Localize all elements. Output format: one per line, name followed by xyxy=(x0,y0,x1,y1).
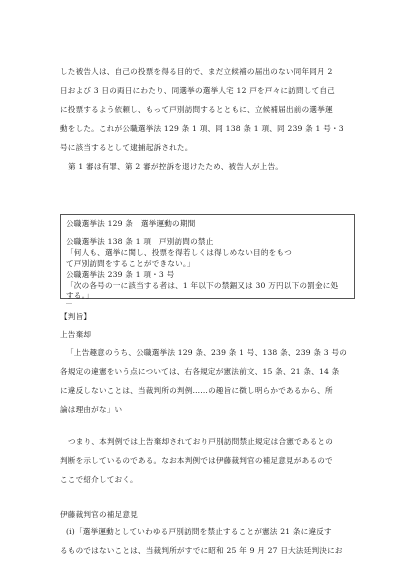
body-text-line: に投票するよう依頼し、もって戸別訪問するとともに、立候補届出前の選挙運 xyxy=(60,105,333,114)
body-text-line: つまり、本判例では上告棄却されており戸別訪問禁止規定は合憲であるとの xyxy=(68,437,333,446)
body-text-line: 動をした。これが公職選挙法 129 条 1 項、同 138 条 1 項、同 239 条 1 号・3 xyxy=(60,124,344,133)
body-text-line: した被告人は、自己の投票を得る目的で、まだ立候補の届出のない同年同月 2 xyxy=(60,67,333,76)
quote-line: 各規定の違憲をいう点については、右各規定が憲法前文、15 条、21 条、14 条 xyxy=(60,367,340,376)
statute-line: 公職選挙法 138 条 1 項 戸別訪問の禁止 xyxy=(66,237,214,246)
opinion-heading: 伊藤裁判官の補足意見 xyxy=(60,510,138,519)
quote-line: 論は理由がな」い xyxy=(60,405,123,414)
quote-line: に違反しないことは、当裁判所の判例……の趣旨に徴し明らかであるから、所 xyxy=(60,386,333,395)
judgment-result: 上告棄却 xyxy=(60,330,92,339)
judgment-heading: 【判旨】 xyxy=(60,312,92,321)
statute-line: 公職選挙法 239 条 1 項・3 号 xyxy=(66,270,175,279)
statute-line: する。」 xyxy=(66,291,94,300)
statute-line: て戸別訪問をすることができない。」 xyxy=(66,259,195,268)
ellipsis-mark: … xyxy=(66,299,73,306)
statute-box xyxy=(60,214,355,299)
body-text-line: 第 1 審は有罪、第 2 審が控訴を退けたため、被告人が上告。 xyxy=(68,162,284,171)
statute-line: 「何人も、選挙に関し、投票を得若しくは得しめない目的をもつ xyxy=(66,248,293,257)
body-text-line: 判断を示しているのである。なお本判例では伊藤裁判官の補足意見があるので xyxy=(60,456,333,465)
body-text-line: ここで紹介しておく。 xyxy=(60,475,138,484)
body-text-line: 号に該当するとして逮捕起訴された。 xyxy=(60,143,193,152)
opinion-line: (ⅰ)「選挙運動としていわゆる戸別訪問を禁止することが憲法 21 条に違反す xyxy=(66,527,332,536)
opinion-line: るものではないことは、当裁判所がすでに昭和 25 年 9 月 27 日大法廷判決にお xyxy=(60,546,343,555)
statute-line: 「次の各号の一に該当する者は、1 年以下の禁錮又は 30 万円以下の罰金に処 xyxy=(66,281,339,290)
statute-line: 公職選挙法 129 条 選挙運動の期間 xyxy=(66,219,196,228)
quote-line: 「上告趣意のうち、公職選挙法 129 条、239 条 1 号、138 条、239 条 3 号の xyxy=(66,348,348,357)
body-text-line: 日および 3 日の両日にわたり、同選挙の選挙人宅 12 戸を戸々に訪問して自己 xyxy=(60,86,335,95)
